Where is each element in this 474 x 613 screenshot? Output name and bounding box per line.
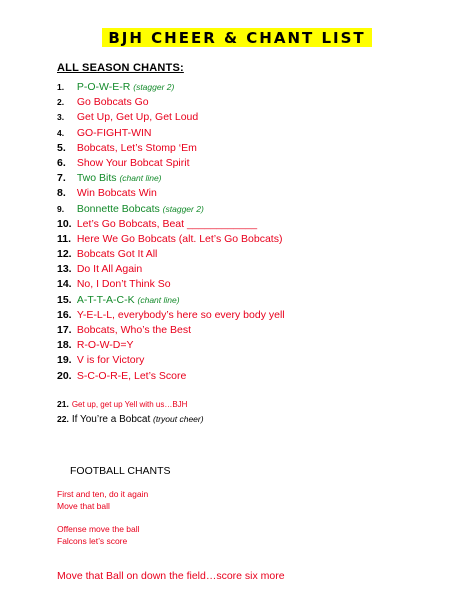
item-number: 4. <box>57 127 65 138</box>
list-item <box>57 338 457 353</box>
list-item <box>57 308 457 323</box>
item-number: 3. <box>57 112 65 123</box>
item-number: 10. <box>57 217 72 230</box>
item-number: 5. <box>57 141 66 154</box>
chant-list <box>57 80 457 384</box>
item-number: 13. <box>57 263 72 276</box>
item-note: (chant line) <box>137 294 180 305</box>
item-number: 2. <box>57 97 65 108</box>
item-note: (chant line) <box>119 173 162 184</box>
football-line: First and ten, do it again <box>57 489 149 499</box>
list-item <box>57 202 457 217</box>
item-text: Bobcats, Who’s the Best <box>76 324 192 336</box>
item-text: Get Up, Get Up, Get Loud <box>76 111 199 124</box>
item-number: 21. <box>57 399 69 409</box>
item-number: 17. <box>57 324 72 336</box>
football-line: Offense move the ball <box>57 524 140 534</box>
item-number: 12. <box>57 248 72 261</box>
football-last-line: Move that Ball on down the field…score six more <box>57 570 285 582</box>
list-item <box>57 171 457 186</box>
list-item <box>57 262 457 277</box>
item-note: (stagger 2) <box>162 203 204 214</box>
section-heading: ALL SEASON CHANTS: <box>57 62 184 74</box>
list-item <box>57 217 457 232</box>
item-text: Get up, get up Yell with us…BJH <box>71 400 188 409</box>
football-line: Move that ball <box>57 501 110 511</box>
list-item <box>57 412 204 427</box>
item-number: 14. <box>57 278 72 291</box>
item-text: Do It All Again <box>76 263 143 276</box>
item-text: Here We Go Bobcats (alt. Let’s Go Bobcats) <box>76 232 283 245</box>
item-text: Y-E-L-L, everybody’s here so every body yell <box>76 308 285 321</box>
item-note: (stagger 2) <box>133 82 175 92</box>
item-text: Win Bobcats Win <box>76 187 157 200</box>
football-line: Falcons let’s score <box>57 536 128 546</box>
item-text: P-O-W-E-R <box>76 81 131 93</box>
list-item <box>57 186 457 201</box>
list-item <box>57 247 457 262</box>
item-note: (tryout cheer) <box>153 414 204 424</box>
football-heading: FOOTBALL CHANTS <box>70 465 171 477</box>
list-item <box>57 323 457 338</box>
item-number: 15. <box>57 293 72 306</box>
item-text: Two Bits <box>76 172 117 185</box>
list-item <box>57 80 457 95</box>
item-number: 19. <box>57 354 72 367</box>
item-text: GO-FIGHT-WIN <box>76 126 152 139</box>
list-item <box>57 95 457 110</box>
list-item <box>57 277 457 292</box>
football-chant-block <box>57 523 140 547</box>
item-number: 6. <box>57 156 66 169</box>
title-wrap <box>0 28 474 48</box>
item-text: Let’s Go Bobcats, Beat ____________ <box>76 217 258 230</box>
item-number: 8. <box>57 187 66 200</box>
extra-chant-list <box>57 397 204 427</box>
list-item <box>57 141 457 156</box>
list-item <box>57 232 457 247</box>
item-number: 18. <box>57 339 72 352</box>
list-item <box>57 110 457 125</box>
list-item <box>57 293 457 308</box>
list-item <box>57 126 457 141</box>
item-text: No, I Don’t Think So <box>76 278 171 291</box>
item-text: Bobcats Got It All <box>76 248 158 261</box>
item-number: 7. <box>57 172 66 185</box>
item-text: Bobcats, Let’s Stomp ‘Em <box>76 141 197 154</box>
item-text: Bonnette Bobcats <box>76 202 160 215</box>
item-text: Show Your Bobcat Spirit <box>76 156 190 169</box>
football-chant-block <box>57 488 148 512</box>
item-text: If You’re a Bobcat <box>71 414 151 425</box>
list-item <box>57 353 457 368</box>
item-number: 20. <box>57 369 72 382</box>
page-title: BJH CHEER & CHANT LIST <box>102 28 371 47</box>
item-number: 11. <box>57 232 72 245</box>
item-number: 16. <box>57 308 72 321</box>
list-item <box>57 156 457 171</box>
item-number: 1. <box>57 82 65 92</box>
item-text: A-T-T-A-C-K <box>76 293 135 306</box>
item-number: 22. <box>57 414 69 424</box>
item-number: 9. <box>57 203 65 214</box>
list-item <box>57 397 204 412</box>
item-text: S-C-O-R-E, Let’s Score <box>76 369 187 382</box>
item-text: V is for Victory <box>76 354 145 367</box>
item-text: Go Bobcats Go <box>76 96 149 109</box>
list-item <box>57 369 457 384</box>
item-text: R-O-W-D=Y <box>76 339 134 352</box>
